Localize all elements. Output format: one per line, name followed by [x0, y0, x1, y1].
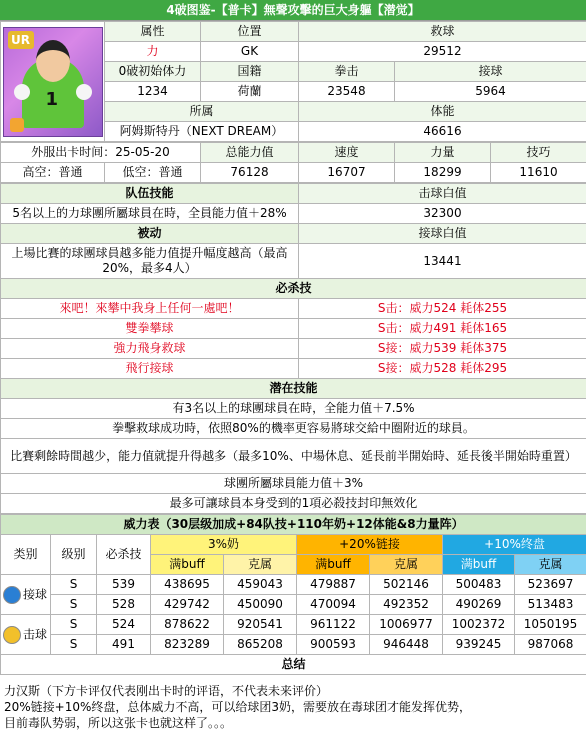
- save-value: 29512: [299, 42, 586, 62]
- special-info-2: S击：威力491 耗体165: [299, 319, 586, 339]
- final-full-header: 满buff: [443, 555, 515, 575]
- latent-row-5: 最多可讓球員本身受到的1項必殺技封印無效化: [1, 494, 586, 514]
- punch-value: 23548: [299, 82, 395, 102]
- summary-line-3: 目前毒队势弱，所以这张卡也就这样了。。。: [4, 715, 582, 731]
- glove-right-shape: [76, 84, 92, 100]
- skill-header: 必杀技: [97, 535, 151, 575]
- row4-level: S: [51, 635, 97, 655]
- latent-row-4: 球團所屬球員能力值＋3%: [1, 474, 586, 494]
- row4-v6: 987068: [515, 635, 586, 655]
- row3-v2: 920541: [224, 615, 297, 635]
- row1-v1: 438695: [151, 575, 224, 595]
- power-table: [0, 514, 586, 675]
- row3-v5: 1002372: [443, 615, 515, 635]
- shot-category-cell: [1, 615, 51, 655]
- final-counter-header: 克属: [515, 555, 586, 575]
- row4-v2: 865208: [224, 635, 297, 655]
- row3-v1: 878622: [151, 615, 224, 635]
- jersey-number: 1: [46, 92, 59, 107]
- row4-v1: 823289: [151, 635, 224, 655]
- special-name-2: 雙拳攀球: [1, 319, 299, 339]
- save-header: 救球: [299, 22, 586, 42]
- row3-level: S: [51, 615, 97, 635]
- row1-v5: 500483: [443, 575, 515, 595]
- power-table-header: 威力表（30层级加成+84队技+110年奶+12体能&8力量阵）: [1, 515, 586, 535]
- row2-v6: 513483: [515, 595, 586, 615]
- team-skill-header: 队伍技能: [1, 184, 299, 204]
- shot-base-header: 击球白值: [299, 184, 586, 204]
- shot-category-label: 击球: [23, 627, 47, 641]
- tech-value: 11610: [491, 163, 586, 183]
- special-info-3: S接：威力539 耗体375: [299, 339, 586, 359]
- card-image-cell: [1, 22, 105, 142]
- release-date: 外服出卡时间：25-05-20: [1, 143, 201, 163]
- team-skill-text: 5名以上的力球團所屬球員在時，全員能力值＋28%: [1, 204, 299, 224]
- row1-v2: 459043: [224, 575, 297, 595]
- team-header: 所属: [105, 102, 299, 122]
- row4-v3: 900593: [297, 635, 370, 655]
- special-name-3: 強力飛身救球: [1, 339, 299, 359]
- total-value: 76128: [201, 163, 299, 183]
- group-milk-header: 3%奶: [151, 535, 297, 555]
- passive-header: 被动: [1, 224, 299, 244]
- catch-value: 5964: [395, 82, 586, 102]
- passive-text: 上場比賽的球團球員越多能力值提升幅度越高（最高20%，最多4人）: [1, 244, 299, 279]
- nation-value: 荷蘭: [201, 82, 299, 102]
- row1-v3: 479887: [297, 575, 370, 595]
- summary-header: 总结: [1, 655, 586, 675]
- catch-base-value: 13441: [299, 244, 586, 279]
- link-counter-header: 克属: [370, 555, 443, 575]
- latent-row-2: 拳擊救球成功時，依照80%的機率更容易將球交給中圈附近的球員。: [1, 419, 586, 439]
- card-portrait: [3, 27, 103, 137]
- rarity-badge: UR: [8, 31, 34, 49]
- row4-skill: 491: [97, 635, 151, 655]
- latent-row-3: 比賽剩餘時間越少，能力值就提升得越多（最多10%、中場休息、延長前半開始時、延長後半開始時重置）: [1, 439, 586, 474]
- glove-left-shape: [14, 84, 30, 100]
- category-header: 类别: [1, 535, 51, 575]
- basic-info-table: [0, 21, 586, 142]
- group-link-header: +20%链接: [297, 535, 443, 555]
- catch-category-cell: [1, 575, 51, 615]
- latent-header: 潜在技能: [1, 379, 586, 399]
- pos-value: GK: [201, 42, 299, 62]
- nation-header: 国籍: [201, 62, 299, 82]
- catch-header: 接球: [395, 62, 586, 82]
- row2-v4: 492352: [370, 595, 443, 615]
- row4-v4: 946448: [370, 635, 443, 655]
- body-header: 体能: [299, 102, 586, 122]
- power-value: 18299: [395, 163, 491, 183]
- catch-category-label: 接球: [23, 587, 47, 601]
- row2-skill: 528: [97, 595, 151, 615]
- stamina-header: 0破初始体力: [105, 62, 201, 82]
- row1-v4: 502146: [370, 575, 443, 595]
- stats-table: [0, 142, 586, 183]
- row2-v5: 490269: [443, 595, 515, 615]
- attr-value: 力: [105, 42, 201, 62]
- special-header: 必杀技: [1, 279, 586, 299]
- page-title: 4破图鉴-【普卡】無聲攻擊的巨大身軀【潜觉】: [0, 0, 586, 21]
- level-header: 级别: [51, 535, 97, 575]
- row2-level: S: [51, 595, 97, 615]
- body-value: 46616: [299, 122, 586, 142]
- head-shape: [36, 40, 70, 82]
- summary-line-1: 力汉斯（下方卡评仅代表刚出卡时的评语，不代表未来评价）: [4, 683, 582, 699]
- row1-level: S: [51, 575, 97, 595]
- summary-line-2: 20%链接+10%终盘，总体威力不高，可以给球团3奶，需要放在毒球团才能发挥优势，: [4, 699, 582, 715]
- speed-value: 16707: [299, 163, 395, 183]
- pos-header: 位置: [201, 22, 299, 42]
- group-final-header: +10%终盘: [443, 535, 586, 555]
- row2-v2: 450090: [224, 595, 297, 615]
- row1-skill: 539: [97, 575, 151, 595]
- row3-v6: 1050195: [515, 615, 586, 635]
- punch-header: 拳击: [299, 62, 395, 82]
- row2-v3: 470094: [297, 595, 370, 615]
- team-value: 阿姆斯特丹（NEXT DREAM）: [105, 122, 299, 142]
- low-ball: 低空：普通: [105, 163, 201, 183]
- total-header: 总能力值: [201, 143, 299, 163]
- special-info-4: S接：威力528 耗体295: [299, 359, 586, 379]
- milk-full-header: 满buff: [151, 555, 224, 575]
- milk-counter-header: 克属: [224, 555, 297, 575]
- row3-skill: 524: [97, 615, 151, 635]
- catch-base-header: 接球白值: [299, 224, 586, 244]
- row4-v5: 939245: [443, 635, 515, 655]
- star-icon: [10, 118, 24, 132]
- attr-header: 属性: [105, 22, 201, 42]
- special-name-4: 飛行接球: [1, 359, 299, 379]
- link-full-header: 满buff: [297, 555, 370, 575]
- ball-icon: [3, 586, 21, 604]
- row1-v6: 523697: [515, 575, 586, 595]
- latent-row-1: 有3名以上的球團球員在時，全能力值＋7.5%: [1, 399, 586, 419]
- special-name-1: 來吧！來攀中我身上任何一處吧！: [1, 299, 299, 319]
- stamina-value: 1234: [105, 82, 201, 102]
- ball-icon: [3, 626, 21, 644]
- high-ball: 高空：普通: [1, 163, 105, 183]
- row3-v4: 1006977: [370, 615, 443, 635]
- row2-v1: 429742: [151, 595, 224, 615]
- power-header: 力量: [395, 143, 491, 163]
- shot-base-value: 32300: [299, 204, 586, 224]
- row3-v3: 961122: [297, 615, 370, 635]
- summary-text: [0, 675, 586, 731]
- special-info-1: S击：威力524 耗体255: [299, 299, 586, 319]
- tech-header: 技巧: [491, 143, 586, 163]
- skills-table: [0, 183, 586, 514]
- speed-header: 速度: [299, 143, 395, 163]
